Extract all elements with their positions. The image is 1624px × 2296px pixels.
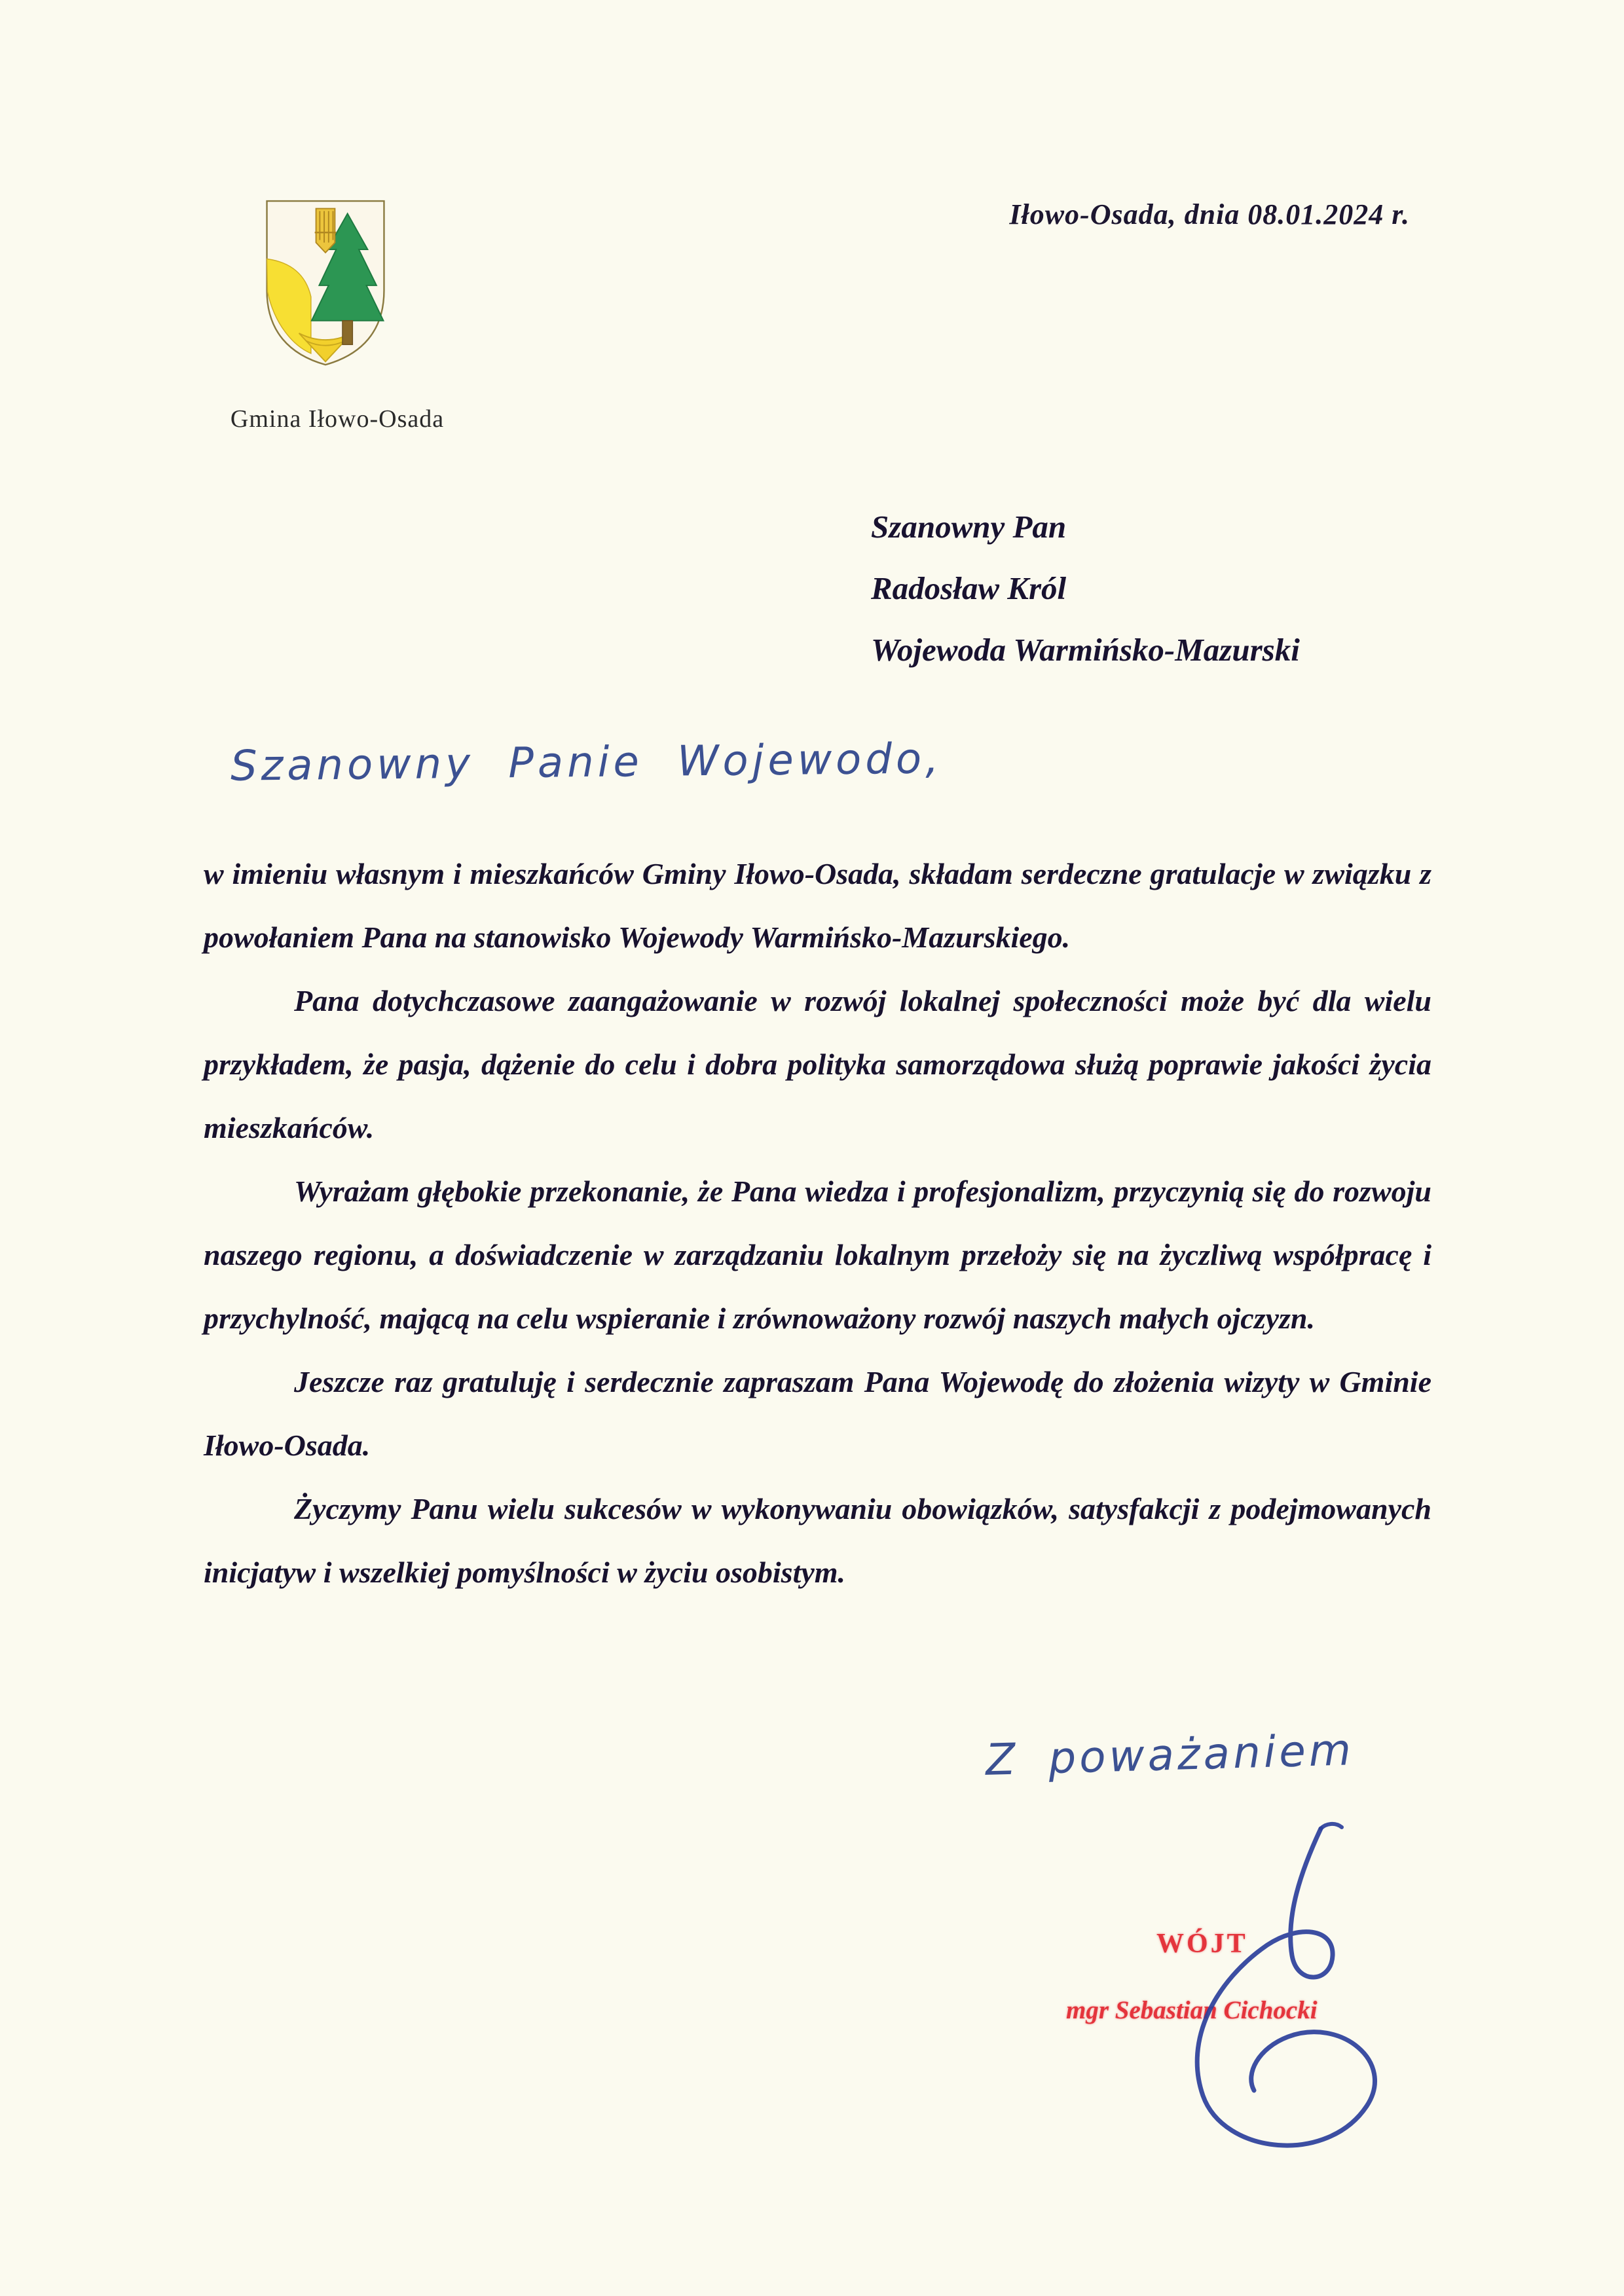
body-paragraph: Życzymy Panu wielu sukcesów w wykonywaniu obowiązków, satysfakcji z podejmowanych inicjatyw i wszelkiej pomyślności w życiu osobistym. <box>204 1492 1431 1589</box>
recipient-line-honorific: Szanowny Pan <box>871 509 1067 545</box>
recipient-line-name: Radosław Król <box>871 570 1067 606</box>
date-line: Iłowo-Osada, dnia 08.01.2024 r. <box>1009 198 1410 230</box>
coat-of-arms-svg <box>259 195 392 373</box>
body-paragraph: Wyrażam głębokie przekonanie, że Pana wiedza i profesjonalizm, przyczynią się do rozwoju naszego regionu, a doświadczenie w zarządzaniu lokalnym przełoży się na życzliwą współpracę i przychylność, mającą na celu wspieranie i zrównoważony rozwój naszych małych ojczyzn. <box>204 1175 1431 1335</box>
letter-body <box>204 842 1431 1604</box>
emblem-caption: Gmina Iłowo-Osada <box>230 405 445 433</box>
valediction-handwritten: Z poważaniem <box>985 1724 1356 1785</box>
body-paragraph: w imieniu własnym i mieszkańców Gminy Iłowo-Osada, składam serdeczne gratulacje w związku z powołaniem Pana na stanowisko Wojewody Warmińsko-Mazurskiego. <box>204 857 1431 954</box>
body-paragraph: Pana dotychczasowe zaangażowanie w rozwój lokalnej społeczności może być dla wielu przykładem, że pasja, dążenie do celu i dobra polityka samorządowa służą poprawie jakości życia mieszkańców. <box>204 984 1431 1144</box>
recipient-block <box>871 496 1300 681</box>
salutation-handwritten: Szanowny Panie Wojewodo, <box>230 735 943 791</box>
signature-ink <box>1110 1817 1411 2183</box>
stamp-signee: mgr Sebastian Cichocki <box>1066 1996 1318 2024</box>
body-paragraph: Jeszcze raz gratuluję i serdecznie zapraszam Pana Wojewodę do złożenia wizyty w Gminie Iłowo-Osada. <box>204 1365 1431 1462</box>
coat-of-arms-icon <box>259 195 392 373</box>
stamp-title: WÓJT <box>1156 1929 1248 1959</box>
recipient-line-title: Wojewoda Warmińsko-Mazurski <box>871 632 1300 668</box>
